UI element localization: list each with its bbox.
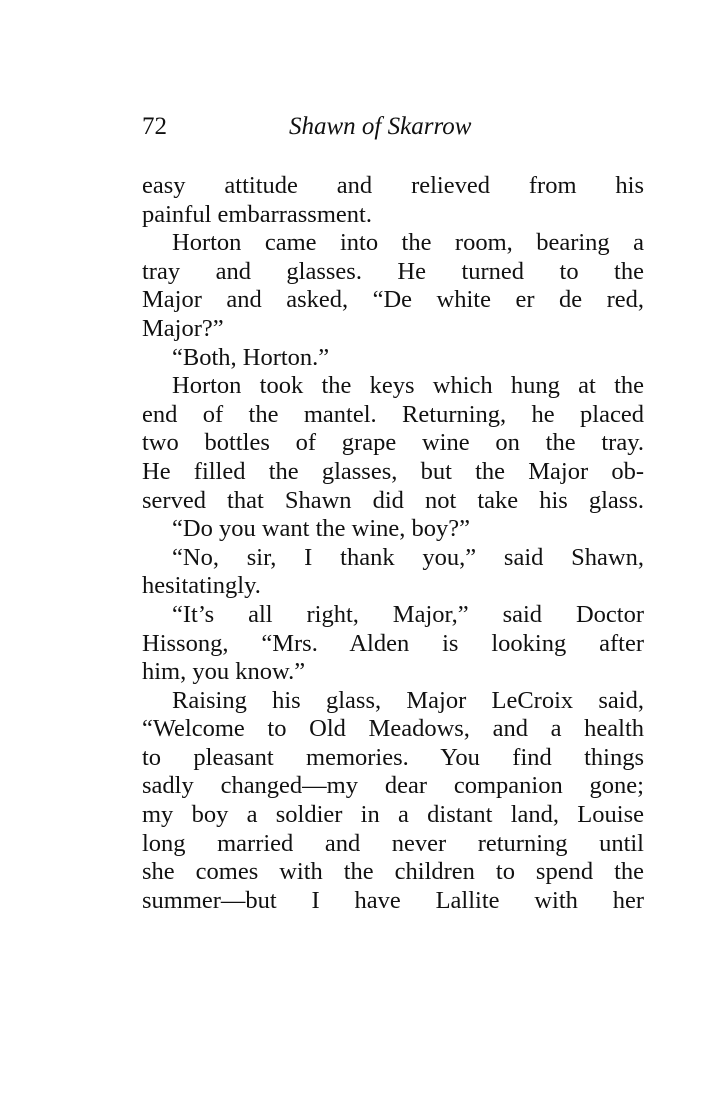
text-line: summer—but I have Lallite with her	[142, 886, 644, 914]
text-line: easy attitude and relieved from his	[142, 172, 644, 199]
text-line: “No, sir, I thank you,” said Shawn,	[172, 543, 644, 571]
text-line: “It’s all right, Major,” said Doctor	[172, 600, 644, 628]
book-title: Shawn of Skarrow	[289, 113, 472, 140]
text-line: long married and never returning until	[142, 829, 644, 857]
text-line: Horton came into the room, bearing a	[172, 229, 644, 257]
text-line: Horton took the keys which hung at the	[172, 372, 644, 400]
text-line: Hissong, “Mrs. Alden is looking after	[142, 629, 644, 657]
text-line: “Welcome to Old Meadows, and a health	[142, 715, 644, 743]
text-line: Raising his glass, Major LeCroix said,	[172, 686, 644, 714]
text-line: to pleasant memories. You find things	[142, 743, 644, 771]
text-line: tray and glasses. He turned to the	[142, 257, 644, 285]
text-line: Major?”	[142, 314, 224, 342]
text-line: “Do you want the wine, boy?”	[172, 515, 470, 543]
text-line: He filled the glasses, but the Major ob-	[142, 457, 644, 485]
text-line: two bottles of grape wine on the tray.	[142, 429, 644, 457]
running-head	[142, 113, 642, 149]
text-line: painful embarrassment.	[142, 200, 372, 228]
page-number: 72	[142, 113, 167, 140]
text-line: “Both, Horton.”	[172, 343, 330, 371]
body-text	[142, 172, 644, 915]
text-line: my boy a soldier in a distant land, Louise	[142, 801, 644, 829]
text-line: him, you know.”	[142, 658, 306, 686]
text-line: hesitatingly.	[142, 572, 261, 600]
text-line: end of the mantel. Returning, he placed	[142, 400, 644, 428]
text-line: she comes with the children to spend the	[142, 858, 644, 886]
text-line: served that Shawn did not take his glass.	[142, 486, 644, 514]
text-line: sadly changed—my dear companion gone;	[142, 772, 644, 800]
text-line: Major and asked, “De white er de red,	[142, 286, 644, 314]
